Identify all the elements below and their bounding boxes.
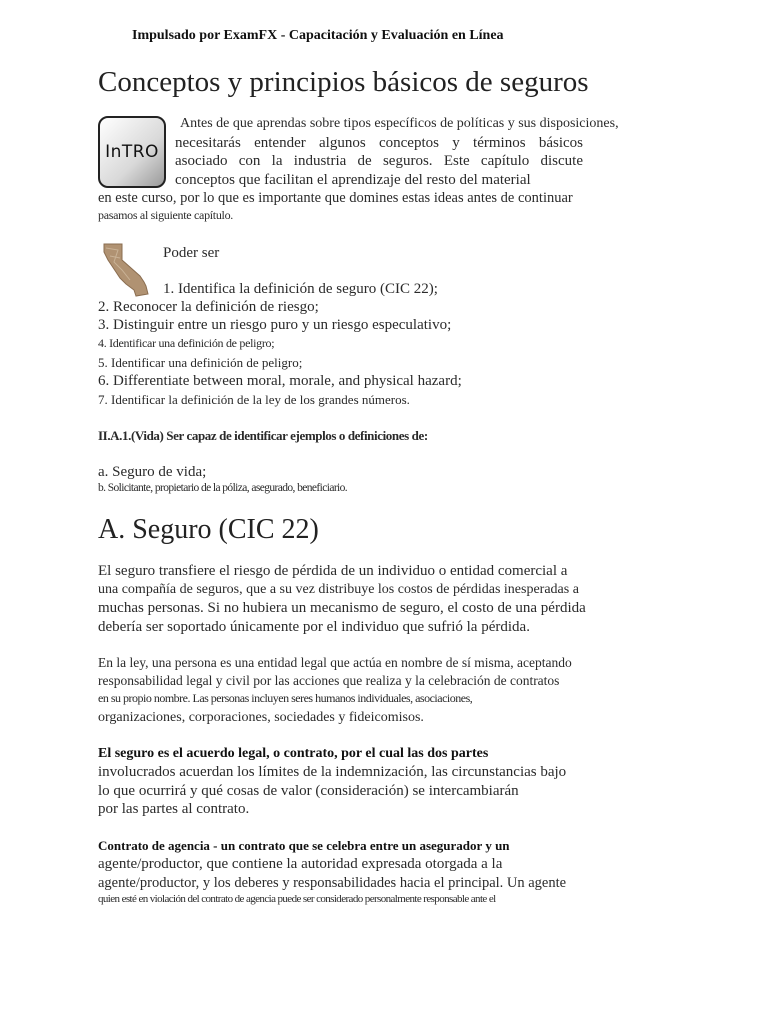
para4-line-3: quien esté en violación del contrato de agencia puede ser considerado personalmente responsable ante el [98, 893, 496, 905]
intro-line-4: conceptos que facilitan el aprendizaje del resto del material [175, 172, 531, 188]
section-a-title: A. Seguro (CIC 22) [98, 514, 319, 545]
intro-icon [98, 116, 166, 188]
para4-line-1: agente/productor, que contiene la autoridad expresada otorgada a la [98, 856, 503, 872]
para1-line-1: El seguro transfiere el riesgo de pérdida de un individuo o entidad comercial a [98, 563, 568, 579]
objectives-heading: Poder ser [163, 245, 220, 261]
para3-line-2: lo que ocurrirá y qué cosas de valor (consideración) se intercambiarán [98, 783, 519, 799]
para3-bold-line: El seguro es el acuerdo legal, o contrato, por el cual las dos partes [98, 746, 489, 761]
page-title: Conceptos y principios básicos de seguros [98, 66, 589, 98]
life-heading: II.A.1.(Vida) Ser capaz de identificar ejemplos o definiciones de: [98, 428, 428, 443]
objective-2: 2. Reconocer la definición de riesgo; [98, 299, 319, 315]
para1-line-2: una compañía de seguros, que a su vez distribuye los costos de pérdidas inesperadas a [98, 582, 579, 597]
intro-line-5: en este curso, por lo que es importante que domines estas ideas antes de continuar [98, 190, 573, 206]
objective-1: 1. Identifica la definición de seguro (CIC 22); [163, 281, 438, 297]
para2-line-3: en su propio nombre. Las personas incluyen seres humanos individuales, asociaciones, [98, 691, 473, 705]
intro-line-2: necesitarás entender algunos conceptos y términos básicos [175, 135, 583, 151]
california-map-icon [100, 242, 156, 298]
para2-line-1: En la ley, una persona es una entidad legal que actúa en nombre de sí misma, aceptando [98, 655, 572, 670]
document-header: Impulsado por ExamFX - Capacitación y Evaluación en Línea [132, 28, 504, 43]
para2-line-2: responsabilidad legal y civil por las acciones que realiza y la celebración de contratos [98, 673, 560, 688]
intro-line-3: asociado con la industria de seguros. Este capítulo discute [175, 153, 583, 169]
intro-badge-label: InTRO [105, 142, 159, 162]
intro-line-1: Antes de que aprendas sobre tipos específicos de políticas y sus disposiciones, [180, 116, 619, 131]
para4-line-2: agente/productor, y los deberes y responsabilidades hacia el principal. Un agente [98, 875, 567, 891]
objective-4: 4. Identificar una definición de peligro; [98, 336, 275, 350]
intro-line-6: pasamos al siguiente capítulo. [98, 208, 233, 222]
para4-bold-line: Contrato de agencia - un contrato que se celebra entre un asegurador y un [98, 838, 510, 853]
para3-line-1: involucrados acuerdan los límites de la indemnización, las circunstancias bajo [98, 764, 567, 780]
life-item-a: a. Seguro de vida; [98, 464, 207, 480]
objective-6: 6. Differentiate between moral, morale, and physical hazard; [98, 373, 462, 389]
objective-5: 5. Identificar una definición de peligro; [98, 355, 303, 370]
para1-line-3: muchas personas. Si no hubiera un mecanismo de seguro, el costo de una pérdida [98, 600, 586, 616]
objective-7: 7. Identificar la definición de la ley de los grandes números. [98, 392, 410, 407]
objective-3: 3. Distinguir entre un riesgo puro y un riesgo especulativo; [98, 317, 452, 333]
life-item-b: b. Solicitante, propietario de la póliza, asegurado, beneficiario. [98, 482, 348, 494]
para2-line-4: organizaciones, corporaciones, sociedades y fideicomisos. [98, 710, 424, 725]
para1-line-4: debería ser soportado únicamente por el individuo que sufrió la pérdida. [98, 619, 530, 635]
para3-line-3: por las partes al contrato. [98, 801, 250, 817]
